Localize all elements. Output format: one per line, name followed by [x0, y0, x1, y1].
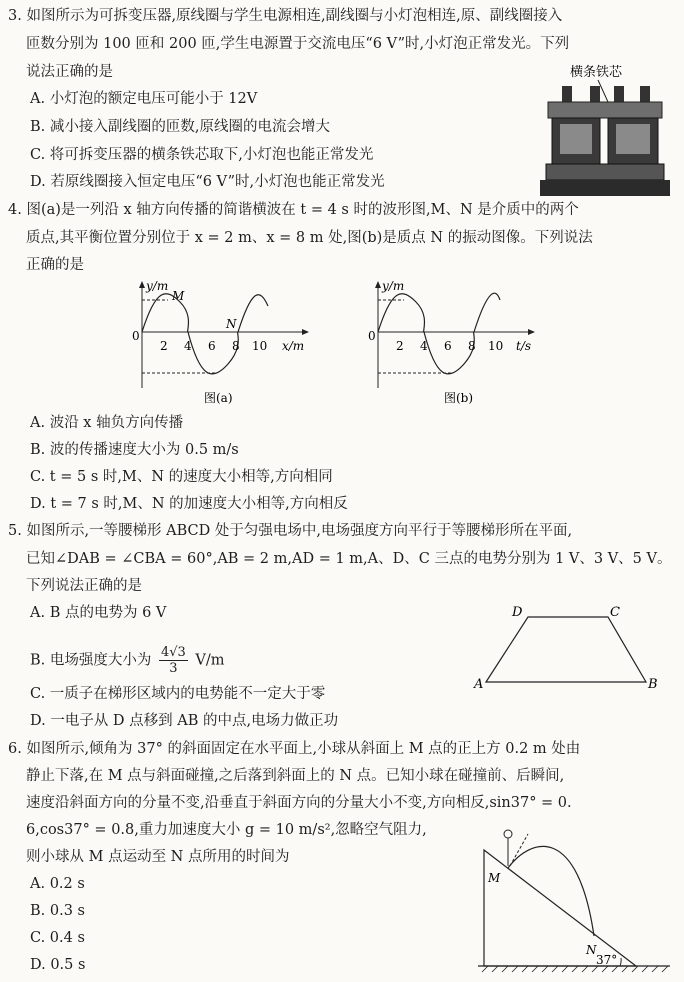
vertex-c-label: C — [610, 605, 620, 620]
point-n-label: N — [226, 317, 237, 331]
point-n-label: N — [586, 943, 597, 957]
q3-option-b: B. 减小接入副线圈的匝数,原线圈的电流会增大 — [30, 119, 330, 135]
transformer-figure — [540, 62, 670, 197]
graph-b-caption: 图(b) — [444, 391, 474, 405]
q6-stem-line-4: 6,cos37° = 0.8,重力加速度大小 g = 10 m/s²,忽略空气阻力, — [26, 822, 427, 838]
q5-option-b-unit: V/m — [195, 652, 225, 669]
point-m-label: M — [488, 871, 501, 885]
graph-b-xlabel: t/s — [516, 339, 532, 353]
q5-fraction-numerator: 4√3 — [160, 645, 186, 660]
q6-stem-line-5: 则小球从 M 点运动至 N 点所用的时间为 — [26, 849, 290, 865]
graph-b-tick: 2 — [396, 339, 404, 353]
q5-option-b — [30, 645, 225, 676]
wave-graph-a — [128, 278, 318, 410]
graph-b-tick: 4 — [420, 339, 428, 353]
q5-stem-line-3: 下列说法正确的是 — [26, 578, 142, 594]
graph-a-ylabel: y/m — [146, 279, 169, 293]
q5-option-c: C. 一质子在梯形区域内的电势能不一定大于零 — [30, 686, 326, 702]
q4-option-c: C. t = 5 s 时,M、N 的速度大小相等,方向相同 — [30, 469, 333, 485]
graph-a-origin: 0 — [132, 329, 140, 343]
q3-option-a: A. 小灯泡的额定电压可能小于 12V — [30, 91, 258, 107]
vertex-a-label: A — [474, 677, 484, 692]
q4-option-d: D. t = 7 s 时,M、N 的加速度大小相等,方向相反 — [30, 496, 348, 512]
iron-core-label: 横条铁芯 — [570, 65, 623, 80]
q3-stem-line-3: 说法正确的是 — [26, 64, 113, 80]
graph-a-xlabel: x/m — [282, 339, 305, 353]
q5-stem-line-1: 5. 如图所示,一等腰梯形 ABCD 处于匀强电场中,电场强度方向平行于等腰梯形所在平面, — [8, 523, 573, 539]
q3-stem-line-1: 3. 如图所示为可拆变压器,原线圈与学生电源相连,副线圈与小灯泡相连,原、副线圈接入 — [8, 8, 563, 24]
incline-figure — [470, 826, 676, 976]
q6-stem-line-1: 6. 如图所示,倾角为 37° 的斜面固定在水平面上,小球从斜面上 M 点的正上方 0.2 m 处由 — [8, 741, 581, 757]
graph-a-caption: 图(a) — [204, 391, 233, 405]
graph-a-tick: 2 — [160, 339, 168, 353]
graph-b-ylabel: y/m — [382, 279, 405, 293]
graph-a-tick: 10 — [252, 339, 268, 353]
q6-option-d: D. 0.5 s — [30, 957, 86, 973]
q6-option-a: A. 0.2 s — [30, 876, 85, 892]
q5-option-a: A. B 点的电势为 6 V — [30, 605, 167, 621]
vertex-d-label: D — [512, 605, 523, 620]
graph-b-origin: 0 — [368, 329, 376, 343]
trapezoid-figure — [470, 600, 670, 696]
q3-option-d: D. 若原线圈接入恒定电压“6 V”时,小灯泡也能正常发光 — [30, 174, 385, 190]
q4-stem-line-2: 质点,其平衡位置分别位于 x = 2 m、x = 8 m 处,图(b)是质点 N 的振动图像。下列说法 — [26, 230, 593, 246]
q6-option-b: B. 0.3 s — [30, 903, 85, 919]
vertex-b-label: B — [648, 677, 658, 692]
q4-stem-line-3: 正确的是 — [26, 257, 84, 273]
point-m-label: M — [172, 289, 185, 303]
q5-stem-line-2: 已知∠DAB = ∠CBA = 60°,AB = 2 m,AD = 1 m,A、D、C 三点的电势分别为 1 V、3 V、5 V。 — [26, 551, 672, 567]
graph-b-tick: 8 — [468, 339, 476, 353]
graph-a-tick: 4 — [184, 339, 192, 353]
q4-option-a: A. 波沿 x 轴负方向传播 — [30, 415, 184, 431]
q4-option-b: B. 波的传播速度大小为 0.5 m/s — [30, 442, 239, 458]
q5-option-d: D. 一电子从 D 点移到 AB 的中点,电场力做正功 — [30, 713, 339, 729]
q5-fraction-denominator: 3 — [169, 661, 178, 676]
q4-stem-line-1: 4. 图(a)是一列沿 x 轴方向传播的简谐横波在 t = 4 s 时的波形图,M、N 是介质中的两个 — [8, 202, 579, 218]
q5-option-b-text: B. 电场强度大小为 — [30, 652, 152, 669]
q3-stem-line-2: 匝数分别为 100 匝和 200 匝,学生电源置于交流电压“6 V”时,小灯泡正常发光。下列 — [26, 36, 570, 52]
q6-stem-line-2: 静止下落,在 M 点与斜面碰撞,之后落到斜面上的 N 点。已知小球在碰撞前、后瞬间, — [26, 768, 565, 784]
q6-option-c: C. 0.4 s — [30, 930, 85, 946]
graph-a-tick: 8 — [232, 339, 240, 353]
q6-stem-line-3: 速度沿斜面方向的分量不变,沿垂直于斜面方向的分量大小不变,方向相反,sin37° = 0. — [26, 795, 572, 811]
vibration-graph-b — [364, 278, 554, 410]
graph-b-tick: 10 — [488, 339, 504, 353]
q3-option-c: C. 将可拆变压器的横条铁芯取下,小灯泡也能正常发光 — [30, 147, 374, 163]
graph-b-tick: 6 — [444, 339, 452, 353]
q5-fraction — [159, 645, 188, 676]
angle-label: 37° — [596, 953, 618, 967]
graph-a-tick: 6 — [208, 339, 216, 353]
